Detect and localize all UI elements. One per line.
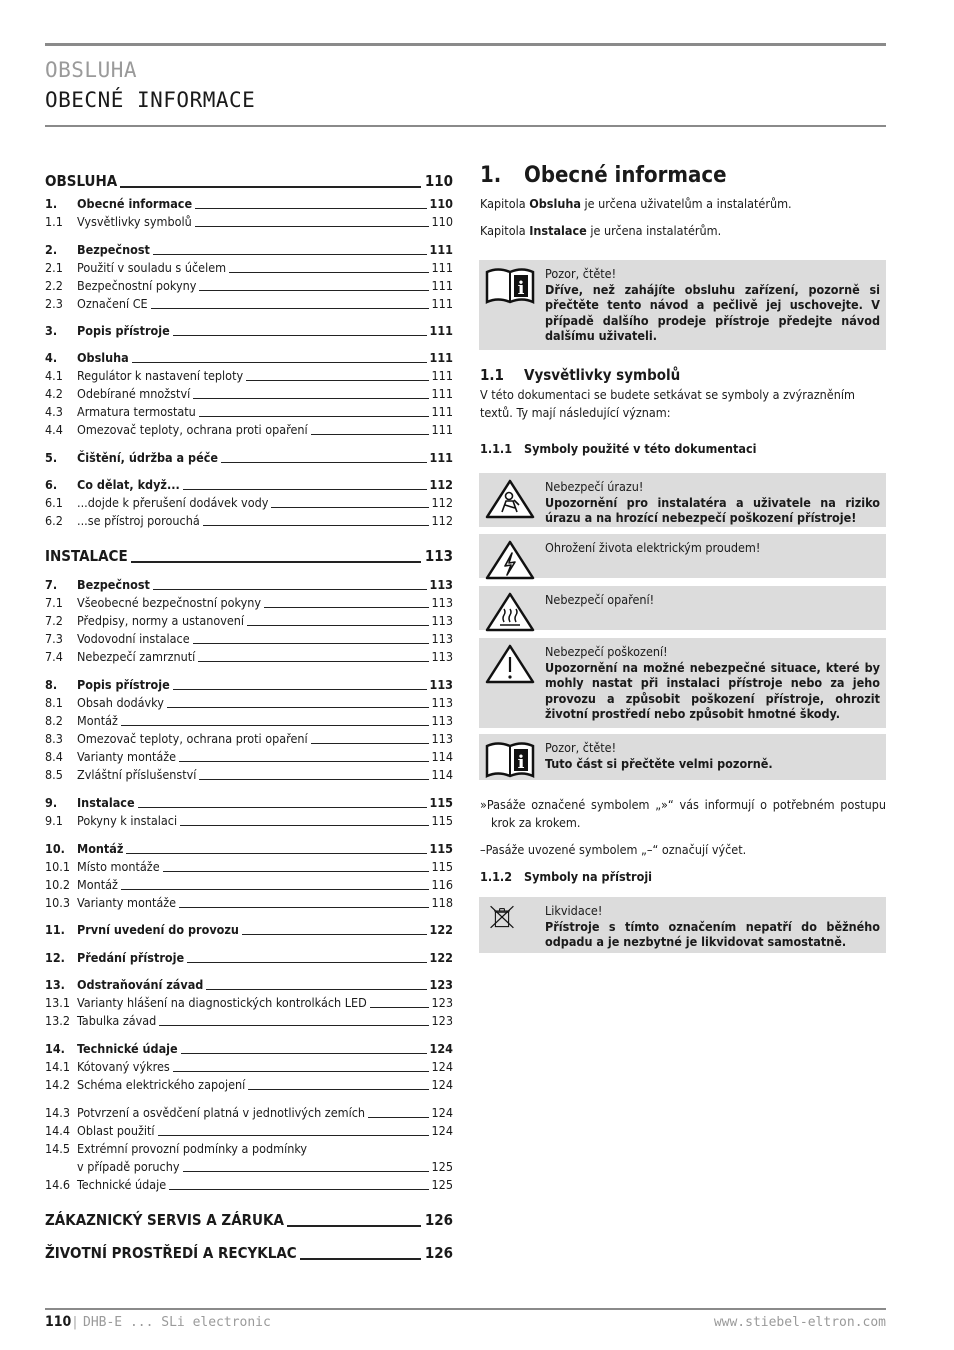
toc-leader-line — [159, 1025, 428, 1026]
toc-leader-line — [203, 525, 429, 526]
toc-entry[interactable] — [45, 421, 453, 438]
toc-entry[interactable] — [45, 894, 453, 911]
toc-leader-line — [264, 607, 428, 608]
toc-entry-number: 4.4 — [45, 422, 63, 437]
toc-leader-line — [271, 507, 428, 508]
toc-entry-page: 125 — [431, 1177, 453, 1192]
toc-entry-title: INSTALACE — [45, 547, 128, 565]
toc-entry[interactable] — [45, 277, 453, 294]
toc-entry-page: 115 — [429, 795, 453, 810]
toc-leader-line — [173, 689, 427, 690]
toc-entry[interactable] — [45, 630, 453, 647]
toc-entry-page: 124 — [429, 1041, 453, 1056]
toc-entry-page: 113 — [431, 613, 453, 628]
toc-entry-title: Obsah dodávky — [77, 695, 164, 710]
toc-entry-title: Montáž — [77, 713, 118, 728]
toc-leader-line — [311, 743, 429, 744]
note-box-read — [479, 260, 886, 350]
note-box-read-carefully — [479, 734, 886, 780]
toc-leader-line — [187, 962, 426, 963]
toc-leader-line — [167, 707, 429, 708]
toc-leader-line — [183, 489, 427, 490]
toc-entry-title: Potvrzení a osvědčení platná v jednotlivých zemích — [77, 1105, 366, 1120]
bullet-step-explanation: »Pasáže označené symbolem „»“ vás informují o potřebném postupu krok za krokem. — [480, 797, 886, 830]
toc-entry[interactable] — [45, 171, 453, 191]
toc-leader-line — [248, 1089, 428, 1090]
warning-box-electric — [479, 534, 886, 578]
toc-entry-title: ŽIVOTNÍ PROSTŘEDÍ A RECYKLAC — [45, 1244, 297, 1262]
toc-leader-line — [368, 1117, 429, 1118]
toc-entry-page: 115 — [431, 859, 453, 874]
toc-entry[interactable] — [45, 295, 453, 312]
toc-entry[interactable] — [45, 766, 453, 783]
footer-rule — [45, 1308, 886, 1310]
toc-entry-number: 14.1 — [45, 1059, 71, 1074]
toc-entry[interactable] — [45, 1140, 453, 1157]
toc-entry[interactable] — [45, 812, 453, 829]
toc-leader-line — [132, 362, 427, 363]
toc-entry-number: 8.1 — [45, 695, 63, 710]
toc-entry-number: 13. — [45, 977, 65, 992]
toc-leader-line — [151, 308, 429, 309]
toc-entry-title: Popis přístroje — [77, 323, 170, 338]
toc-entry-page: 125 — [431, 1159, 453, 1174]
toc-entry-number: 8.3 — [45, 731, 63, 746]
toc-entry-number: 10. — [45, 841, 65, 856]
toc-entry-page: 124 — [431, 1105, 453, 1120]
bullet-list-explanation: –Pasáže uvozené symbolem „–“ označují výčet. — [480, 842, 747, 857]
toc-entry[interactable] — [45, 322, 453, 339]
warning-box-damage — [479, 638, 886, 728]
toc-entry[interactable] — [45, 994, 453, 1011]
toc-entry[interactable] — [45, 694, 453, 711]
subsection-heading: 1.1 Vysvětlivky symbolů — [480, 366, 681, 384]
toc-entry-number: 6.2 — [45, 513, 63, 528]
toc-leader-line — [183, 1171, 429, 1172]
toc-entry-page: 111 — [429, 350, 453, 365]
toc-entry[interactable] — [45, 1210, 453, 1230]
footer-separator: | — [73, 1315, 77, 1330]
toc-entry[interactable] — [45, 512, 453, 529]
toc-entry-title: Extrémní provozní podmínky a podmínky — [77, 1141, 308, 1156]
toc-entry-page: 113 — [429, 677, 453, 692]
toc-entry[interactable] — [45, 1104, 453, 1121]
toc-leader-line — [181, 1053, 427, 1054]
toc-entry-title: OBSLUHA — [45, 172, 118, 190]
toc-leader-line — [179, 761, 428, 762]
warning-box-scald — [479, 586, 886, 630]
toc-entry-title: Obecné informace — [77, 196, 193, 211]
toc-leader-line — [120, 186, 421, 188]
toc-entry-number: 9. — [45, 795, 58, 810]
toc-entry-title: Místo montáže — [77, 859, 160, 874]
toc-entry-title: Varianty montáže — [77, 895, 177, 910]
toc-entry-title: Technické údaje — [77, 1177, 167, 1192]
toc-leader-line — [246, 380, 428, 381]
svg-text:i: i — [517, 278, 525, 299]
toc-entry-page: 112 — [431, 495, 453, 510]
page-number: 110 — [45, 1314, 72, 1330]
toc-entry-title: ...dojde k přerušení dodávek vody — [77, 495, 269, 510]
toc-entry[interactable] — [45, 876, 453, 893]
toc-leader-line — [131, 561, 421, 563]
toc-entry-page: 111 — [431, 278, 453, 293]
toc-entry-page: 111 — [431, 386, 453, 401]
toc-entry-title: Omezovač teploty, ochrana proti opaření — [77, 422, 308, 437]
toc-entry-number: 4.3 — [45, 404, 63, 419]
section-heading-1: 1. Obecné informace — [480, 163, 727, 188]
toc-leader-line — [247, 625, 428, 626]
toc-entry[interactable] — [45, 676, 453, 693]
toc-entry[interactable] — [45, 612, 453, 629]
toc-leader-line — [169, 1189, 428, 1190]
toc-entry-number: 12. — [45, 950, 65, 965]
toc-entry-page: 112 — [429, 477, 453, 492]
toc-entry-page: 111 — [431, 296, 453, 311]
toc-entry-title: v případě poruchy — [77, 1159, 180, 1174]
hot-water-icon — [485, 592, 535, 632]
toc-entry-title: Instalace — [77, 795, 135, 810]
warning-box-injury — [479, 473, 886, 527]
toc-entry-number: 13.1 — [45, 995, 71, 1010]
toc-entry-title: Pokyny k instalaci — [77, 813, 178, 828]
toc-entry-title: Kótovaný výkres — [77, 1059, 170, 1074]
toc-entry-page: 122 — [429, 922, 453, 937]
header-rule-bottom — [45, 125, 886, 127]
toc-entry-page: 124 — [431, 1077, 453, 1092]
toc-leader-line — [138, 807, 427, 808]
toc-entry-page: 113 — [429, 577, 453, 592]
toc-entry[interactable] — [45, 1176, 453, 1193]
toc-entry-page: 110 — [431, 214, 453, 229]
toc-entry-page: 113 — [431, 695, 453, 710]
toc-entry-title: Technické údaje — [77, 1041, 178, 1056]
toc-leader-line — [195, 208, 426, 209]
toc-entry[interactable] — [45, 1243, 453, 1263]
toc-entry[interactable] — [45, 976, 453, 993]
toc-leader-line — [221, 462, 426, 463]
toc-entry[interactable] — [45, 748, 453, 765]
toc-leader-line — [163, 871, 429, 872]
note-text: Pozor, čtěte! Dříve, než zahájíte obsluhu zařízení, pozorně si přečtěte tento návod a pečlivě jej uschovejte. V případě dalšího prodeje přístroje předejte návod dalšímu uživateli. — [545, 266, 880, 343]
toc-entry-number: 8.2 — [45, 713, 63, 728]
toc-leader-line — [311, 434, 429, 435]
toc-leader-line — [287, 1225, 421, 1227]
toc-leader-line — [199, 290, 428, 291]
toc-leader-line — [193, 398, 428, 399]
toc-entry[interactable] — [45, 349, 453, 366]
toc-entry-title: Montáž — [77, 877, 118, 892]
toc-entry-title: Varianty montáže — [77, 749, 177, 764]
toc-entry-number: 10.2 — [45, 877, 71, 892]
toc-entry-number: 14.2 — [45, 1077, 71, 1092]
toc-entry-page: 112 — [431, 513, 453, 528]
toc-entry[interactable] — [45, 476, 453, 493]
toc-leader-line — [300, 1258, 421, 1260]
electric-shock-icon — [485, 540, 535, 580]
toc-entry-page: 113 — [424, 547, 453, 565]
toc-entry[interactable] — [45, 840, 453, 857]
toc-entry-number: 7.4 — [45, 649, 63, 664]
toc-entry[interactable] — [45, 195, 453, 212]
toc-entry-page: 123 — [429, 977, 453, 992]
toc-entry-number: 7.3 — [45, 631, 63, 646]
toc-entry-title: Zvláštní příslušenství — [77, 767, 197, 782]
toc-entry[interactable] — [45, 576, 453, 593]
toc-entry-title: Všeobecné bezpečnostní pokyny — [77, 595, 262, 610]
toc-entry-number: 11. — [45, 922, 65, 937]
subsubsection-heading-device-symbols: 1.1.2 Symboly na přístroji — [480, 869, 653, 884]
toc-entry-title: Tabulka závad — [77, 1013, 157, 1028]
toc-entry-page: 114 — [431, 767, 453, 782]
toc-entry-page: 111 — [429, 323, 453, 338]
toc-leader-line — [370, 1007, 429, 1008]
toc-entry-page: 110 — [424, 172, 453, 190]
toc-entry-number: 10.1 — [45, 859, 71, 874]
toc-entry-title: Označení CE — [77, 296, 148, 311]
toc-entry-page: 111 — [431, 260, 453, 275]
disposal-box — [479, 897, 886, 953]
toc-entry-title: Nebezpečí zamrznutí — [77, 649, 196, 664]
toc-leader-line — [121, 889, 429, 890]
toc-entry-title: ZÁKAZNICKÝ SERVIS A ZÁRUKA — [45, 1211, 284, 1229]
warning-text-damage: Nebezpečí poškození! Upozornění na možné nebezpečné situace, které by mohly nastat při instalaci přístroje nebo za jeho provozu a způsobit poškození přístroje, ohrozit životní prostředí nebo způsobit hmotné škody. — [545, 644, 880, 721]
toc-entry-number: 9.1 — [45, 813, 63, 828]
toc-entry-title: Schéma elektrického zapojení — [77, 1077, 246, 1092]
toc-entry-page: 124 — [431, 1123, 453, 1138]
header-title: OBECNÉ INFORMACE — [45, 88, 256, 112]
toc-entry[interactable] — [45, 648, 453, 665]
toc-entry-title: Omezovač teploty, ochrana proti opaření — [77, 731, 308, 746]
toc-entry[interactable] — [45, 494, 453, 511]
toc-entry-title: Čištění, údržba a péče — [77, 450, 219, 465]
note-text-careful: Pozor, čtěte! Tuto část si přečtěte velmi pozorně. — [545, 740, 773, 771]
exclamation-warning-icon — [485, 644, 535, 684]
toc-entry-number: 13.2 — [45, 1013, 71, 1028]
toc-leader-line — [180, 825, 428, 826]
waste-bin-crossed-icon — [487, 899, 517, 935]
toc-entry-number: 2.1 — [45, 260, 63, 275]
toc-leader-line — [126, 853, 426, 854]
toc-entry-number: 1.1 — [45, 214, 63, 229]
disposal-text: Likvidace! Přístroje s tímto označením nepatří do běžného odpadu a je nezbytné je likvidovat samostatně. — [545, 903, 880, 949]
toc-entry-number: 8. — [45, 677, 58, 692]
toc-entry[interactable] — [45, 546, 453, 566]
injury-warning-icon — [485, 479, 535, 519]
toc-entry[interactable] — [45, 1012, 453, 1029]
warning-text-injury: Nebezpečí úrazu! Upozornění pro instalatéra a uživatele na riziko úrazu a na hrozící nebezpečí poškození přístroje! — [545, 479, 880, 525]
toc-entry-title: ...se přístroj porouchá — [77, 513, 200, 528]
toc-entry-number: 2.2 — [45, 278, 63, 293]
warning-text-electric: Ohrožení života elektrickým proudem! — [545, 540, 761, 555]
toc-entry-page: 123 — [431, 1013, 453, 1028]
toc-leader-line — [195, 226, 429, 227]
toc-entry-page: 111 — [431, 404, 453, 419]
toc-entry[interactable] — [45, 858, 453, 875]
toc-entry[interactable] — [45, 1040, 453, 1057]
toc-entry-number: 7. — [45, 577, 58, 592]
toc-entry[interactable] — [45, 449, 453, 466]
toc-entry-number: 14.3 — [45, 1105, 71, 1120]
toc-entry-title: Odstraňování závad — [77, 977, 204, 992]
toc-leader-line — [199, 416, 429, 417]
toc-leader-line — [179, 907, 428, 908]
toc-entry-number: 14.4 — [45, 1123, 71, 1138]
toc-entry[interactable] — [45, 730, 453, 747]
toc-entry-page: 111 — [431, 368, 453, 383]
manual-info-icon — [485, 266, 535, 306]
toc-entry-number: 5. — [45, 450, 58, 465]
toc-entry-number: 10.3 — [45, 895, 71, 910]
toc-entry-page: 113 — [431, 595, 453, 610]
toc-entry[interactable] — [45, 921, 453, 938]
toc-leader-line — [193, 643, 429, 644]
toc-entry-number: 2.3 — [45, 296, 63, 311]
header-section: OBSLUHA — [45, 58, 138, 82]
toc-entry-number: 14. — [45, 1041, 65, 1056]
toc-entry-number: 8.5 — [45, 767, 63, 782]
toc-entry-title: Oblast použití — [77, 1123, 155, 1138]
toc-entry-page: 123 — [431, 995, 453, 1010]
header-rule-top — [45, 43, 886, 46]
toc-entry[interactable] — [45, 1158, 453, 1175]
toc-entry-number: 7.2 — [45, 613, 63, 628]
toc-entry-title: Vysvětlivky symbolů — [77, 214, 192, 229]
toc-entry-number: 2. — [45, 242, 58, 257]
paragraph-symbols: V této dokumentaci se budete setkávat se symboly a zvýrazněním textů. Ty mají následující význam: — [480, 387, 855, 420]
subsubsection-heading-doc-symbols: 1.1.1 Symboly použité v této dokumentaci — [480, 441, 757, 456]
toc-entry-number: 6.1 — [45, 495, 63, 510]
toc-entry[interactable] — [45, 949, 453, 966]
toc-entry[interactable] — [45, 1058, 453, 1075]
toc-entry[interactable] — [45, 712, 453, 729]
toc-entry-title: Bezpečnost — [77, 242, 150, 257]
toc-entry[interactable] — [45, 367, 453, 384]
toc-entry-title: Armatura termostatu — [77, 404, 196, 419]
toc-entry[interactable] — [45, 794, 453, 811]
footer-website-link[interactable]: www.stiebel-eltron.com — [713, 1315, 886, 1330]
toc-entry-title: Bezpečnostní pokyny — [77, 278, 197, 293]
paragraph-operation: Kapitola Obsluha je určena uživatelům a instalatérům. — [480, 196, 792, 211]
toc-entry[interactable] — [45, 213, 453, 230]
toc-entry[interactable] — [45, 385, 453, 402]
toc-entry-title: Varianty hlášení na diagnostických kontrolkách LED — [77, 995, 367, 1010]
toc-entry-number: 14.6 — [45, 1177, 71, 1192]
toc-entry-page: 113 — [431, 713, 453, 728]
toc-entry-title: Předpisy, normy a ustanovení — [77, 613, 245, 628]
toc-leader-line — [121, 725, 429, 726]
toc-entry-page: 115 — [431, 813, 453, 828]
toc-entry-title: Předání přístroje — [77, 950, 185, 965]
toc-entry-title: Vodovodní instalace — [77, 631, 190, 646]
toc-entry-page: 110 — [429, 196, 453, 211]
toc-entry-page: 124 — [431, 1059, 453, 1074]
toc-entry-number: 1. — [45, 196, 58, 211]
toc-entry-page: 113 — [431, 649, 453, 664]
toc-entry-page: 114 — [431, 749, 453, 764]
toc-entry-title: První uvedení do provozu — [77, 922, 239, 937]
toc-entry-number: 6. — [45, 477, 58, 492]
toc-entry-page: 126 — [424, 1244, 453, 1262]
toc-leader-line — [242, 934, 427, 935]
toc-entry-page: 111 — [429, 450, 453, 465]
toc-entry[interactable] — [45, 1076, 453, 1093]
toc-leader-line — [153, 589, 427, 590]
toc-entry-number: 8.4 — [45, 749, 63, 764]
toc-entry-page: 113 — [431, 731, 453, 746]
toc-leader-line — [173, 335, 427, 336]
toc-entry[interactable] — [45, 403, 453, 420]
toc-entry-page: 111 — [429, 242, 453, 257]
toc-entry-title: Montáž — [77, 841, 124, 856]
toc-entry-title: Obsluha — [77, 350, 129, 365]
toc-entry-page: 122 — [429, 950, 453, 965]
manual-info-icon — [485, 740, 535, 780]
toc-entry-title: Co dělat, když... — [77, 477, 180, 492]
toc-entry-title: Bezpečnost — [77, 577, 150, 592]
toc-entry-title: Použití v souladu s účelem — [77, 260, 227, 275]
warning-text-scald: Nebezpečí opaření! — [545, 592, 655, 607]
toc-entry[interactable] — [45, 241, 453, 258]
toc-entry-number: 3. — [45, 323, 58, 338]
toc-leader-line — [229, 272, 428, 273]
toc-leader-line — [173, 1071, 429, 1072]
toc-entry-page: 113 — [431, 631, 453, 646]
footer-product: DHB-E ... SLi electronic — [83, 1315, 271, 1330]
toc-leader-line — [199, 779, 428, 780]
paragraph-installation: Kapitola Instalace je určena instalatérům. — [480, 223, 722, 238]
toc-leader-line — [206, 989, 426, 990]
toc-entry-title: Popis přístroje — [77, 677, 170, 692]
toc-entry-title: Odebírané množství — [77, 386, 191, 401]
toc-entry-number: 4.1 — [45, 368, 63, 383]
toc-leader-line — [153, 254, 427, 255]
toc-entry-page: 115 — [429, 841, 453, 856]
toc-entry[interactable] — [45, 594, 453, 611]
toc-entry-number: 4.2 — [45, 386, 63, 401]
toc-entry-page: 118 — [431, 895, 453, 910]
svg-text:i: i — [517, 752, 525, 773]
toc-entry-page: 126 — [424, 1211, 453, 1229]
toc-entry-number: 7.1 — [45, 595, 63, 610]
toc-leader-line — [158, 1135, 429, 1136]
toc-entry-title: Regulátor k nastavení teploty — [77, 368, 244, 383]
toc-entry-page: 116 — [431, 877, 453, 892]
toc-entry-number: 4. — [45, 350, 58, 365]
toc-entry[interactable] — [45, 1122, 453, 1139]
toc-entry-number: 14.5 — [45, 1141, 71, 1156]
toc-leader-line — [198, 661, 428, 662]
toc-entry[interactable] — [45, 259, 453, 276]
toc-entry-page: 111 — [431, 422, 453, 437]
